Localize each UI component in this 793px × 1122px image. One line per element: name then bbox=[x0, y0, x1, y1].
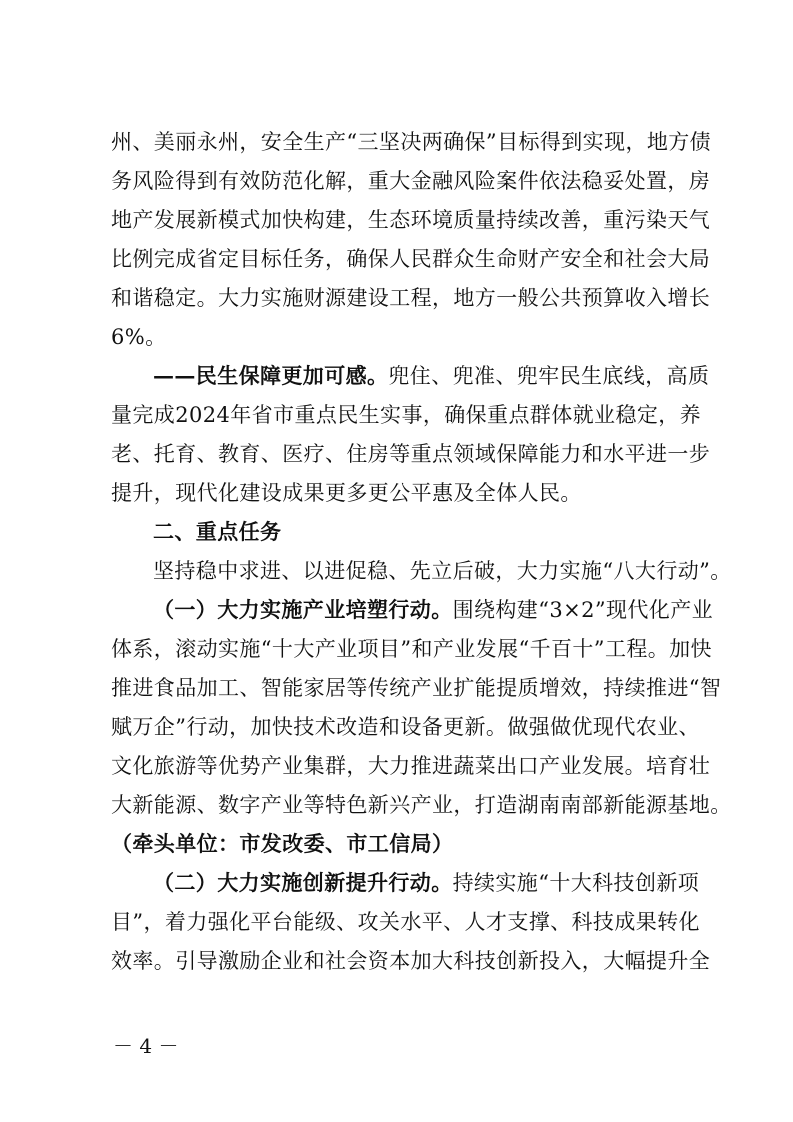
body-text: 围绕构建“3×2”现代化产业 bbox=[452, 598, 713, 622]
body-line: 地产发展新模式加快构建，生态环境质量持续改善，重污染天气 bbox=[111, 208, 711, 232]
section-heading: 二、重点任务 bbox=[153, 520, 282, 544]
body-line: 推进食品加工、智能家居等传统产业扩能提质增效，持续推进“智 bbox=[111, 676, 722, 700]
section-lead: ——民生保障更加可感。 bbox=[153, 363, 389, 388]
body-line: 体系，滚动实施“十大产业项目”和产业发展“千百十”工程。加快 bbox=[111, 637, 712, 661]
body-text: 兜住、兜准、兜牢民生底线，高质 bbox=[388, 364, 710, 388]
body-line: 文化旅游等优势产业集群，大力推进蔬菜出口产业发展。培育壮 bbox=[111, 754, 711, 778]
paragraph-first-line bbox=[153, 868, 700, 898]
lead-units-note: （牵头单位：市发改委、市工信局） bbox=[111, 832, 454, 856]
body-line: 量完成2024年省市重点民生实事，确保重点群体就业稳定，养 bbox=[111, 403, 702, 427]
body-line: 赋万企”行动，加快技术改造和设备更新。做强做优现代农业、 bbox=[111, 715, 700, 739]
body-line: 6%。 bbox=[111, 325, 167, 349]
body-line: 大新能源、数字产业等特色新兴产业，打造湖南南部新能源基地。 bbox=[111, 793, 732, 817]
body-line: 效率。引导激励企业和社会资本加大科技创新投入，大幅提升全 bbox=[111, 949, 711, 973]
body-line: 州、美丽永州，安全生产“三坚决两确保”目标得到实现，地方债 bbox=[111, 130, 712, 154]
body-line: 和谐稳定。大力实施财源建设工程，地方一般公共预算收入增长 bbox=[111, 286, 711, 310]
body-line: 目”，着力强化平台能级、攻关水平、人才支撑、科技成果转化 bbox=[111, 910, 700, 934]
paragraph-first-line bbox=[153, 361, 710, 391]
body-line: 务风险得到有效防范化解，重大金融风险案件依法稳妥处置，房 bbox=[111, 169, 711, 193]
body-line: 提升，现代化建设成果更多更公平惠及全体人民。 bbox=[111, 481, 582, 505]
body-text: 持续实施“十大科技创新项 bbox=[452, 871, 700, 895]
paragraph-first-line bbox=[153, 595, 713, 625]
body-line: 坚持稳中求进、以进促稳、先立后破，大力实施“八大行动”。 bbox=[153, 559, 732, 583]
body-line: 比例完成省定目标任务，确保人民群众生命财产安全和社会大局 bbox=[111, 247, 711, 271]
page-number: － 4 － bbox=[113, 1034, 179, 1058]
subsection-lead: （一）大力实施产业培塑行动。 bbox=[153, 597, 453, 622]
body-line: 老、托育、教育、医疗、住房等重点领域保障能力和水平进一步 bbox=[111, 442, 711, 466]
subsection-lead: （二）大力实施创新提升行动。 bbox=[153, 870, 453, 895]
